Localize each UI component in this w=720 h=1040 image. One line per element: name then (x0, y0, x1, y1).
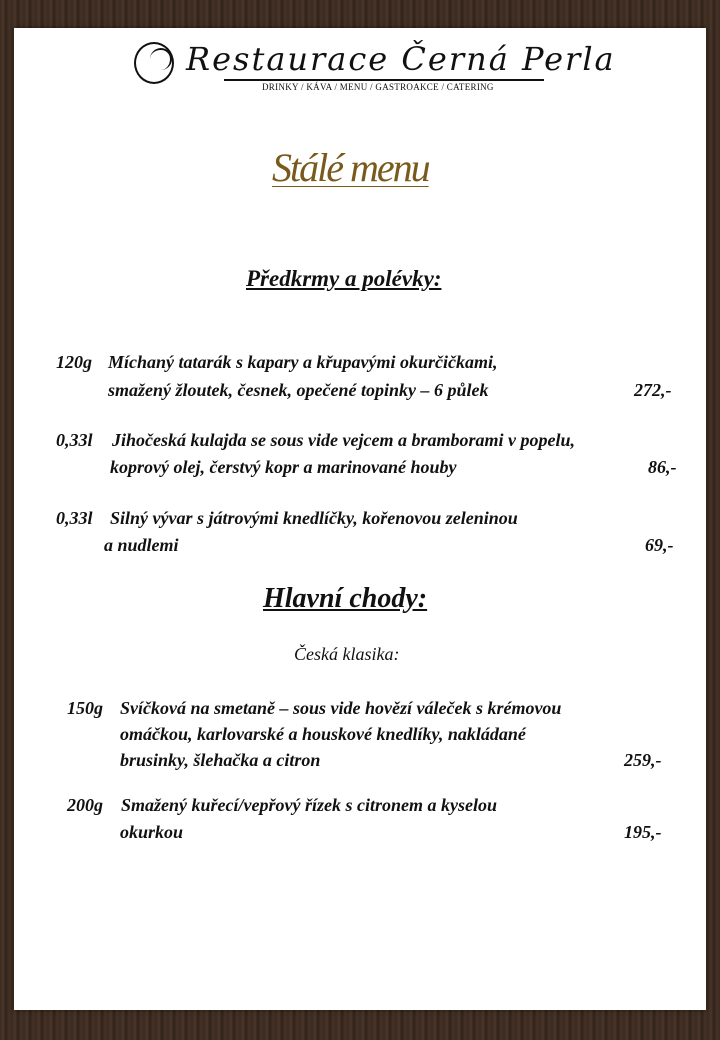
item-qty: 0,33l (56, 508, 93, 528)
item-description: a nudlemi (104, 535, 179, 555)
section-title-main-courses: Hlavní chody: (263, 583, 428, 614)
restaurant-name: Restaurace Černá Perla (186, 40, 616, 78)
item-description: omáčkou, karlovarské a houskové knedlíky, nakládané (120, 724, 526, 744)
item-price: 259,- (624, 750, 662, 770)
item-qty: 150g (67, 698, 103, 718)
item-description: Míchaný tatarák s kapary a křupavými okurčičkami, (108, 352, 498, 372)
item-description: brusinky, šlehačka a citron (120, 750, 321, 770)
pearl-logo-icon (134, 42, 174, 84)
tagline: DRINKY / KÁVA / MENU / GASTROAKCE / CATERING (262, 82, 494, 92)
item-description: okurkou (120, 822, 184, 842)
item-description: Smažený kuřecí/vepřový řízek s citronem a kyselou (121, 795, 497, 815)
item-description: koprový olej, čerstvý kopr a marinované houby (110, 457, 457, 477)
section-title-starters: Předkrmy a polévky: (246, 266, 442, 291)
item-price: 86,- (648, 457, 677, 477)
menu-title: Stálé menu (272, 145, 429, 190)
item-description: Silný vývar s játrovými knedlíčky, kořenovou zeleninou (110, 508, 518, 528)
item-description: smažený žloutek, česnek, opečené topinky – 6 půlek (108, 380, 489, 400)
item-price: 272,- (634, 380, 672, 400)
item-price: 195,- (624, 822, 662, 842)
item-description: Svíčková na smetaně – sous vide hovězí váleček s krémovou (120, 698, 562, 718)
subsection-title: Česká klasika: (294, 644, 400, 664)
item-qty: 120g (56, 352, 92, 372)
logo-underline (224, 79, 544, 81)
item-description: Jihočeská kulajda se sous vide vejcem a bramborami v popelu, (112, 430, 575, 450)
item-qty: 200g (67, 795, 103, 815)
item-qty: 0,33l (56, 430, 93, 450)
item-price: 69,- (645, 535, 674, 555)
